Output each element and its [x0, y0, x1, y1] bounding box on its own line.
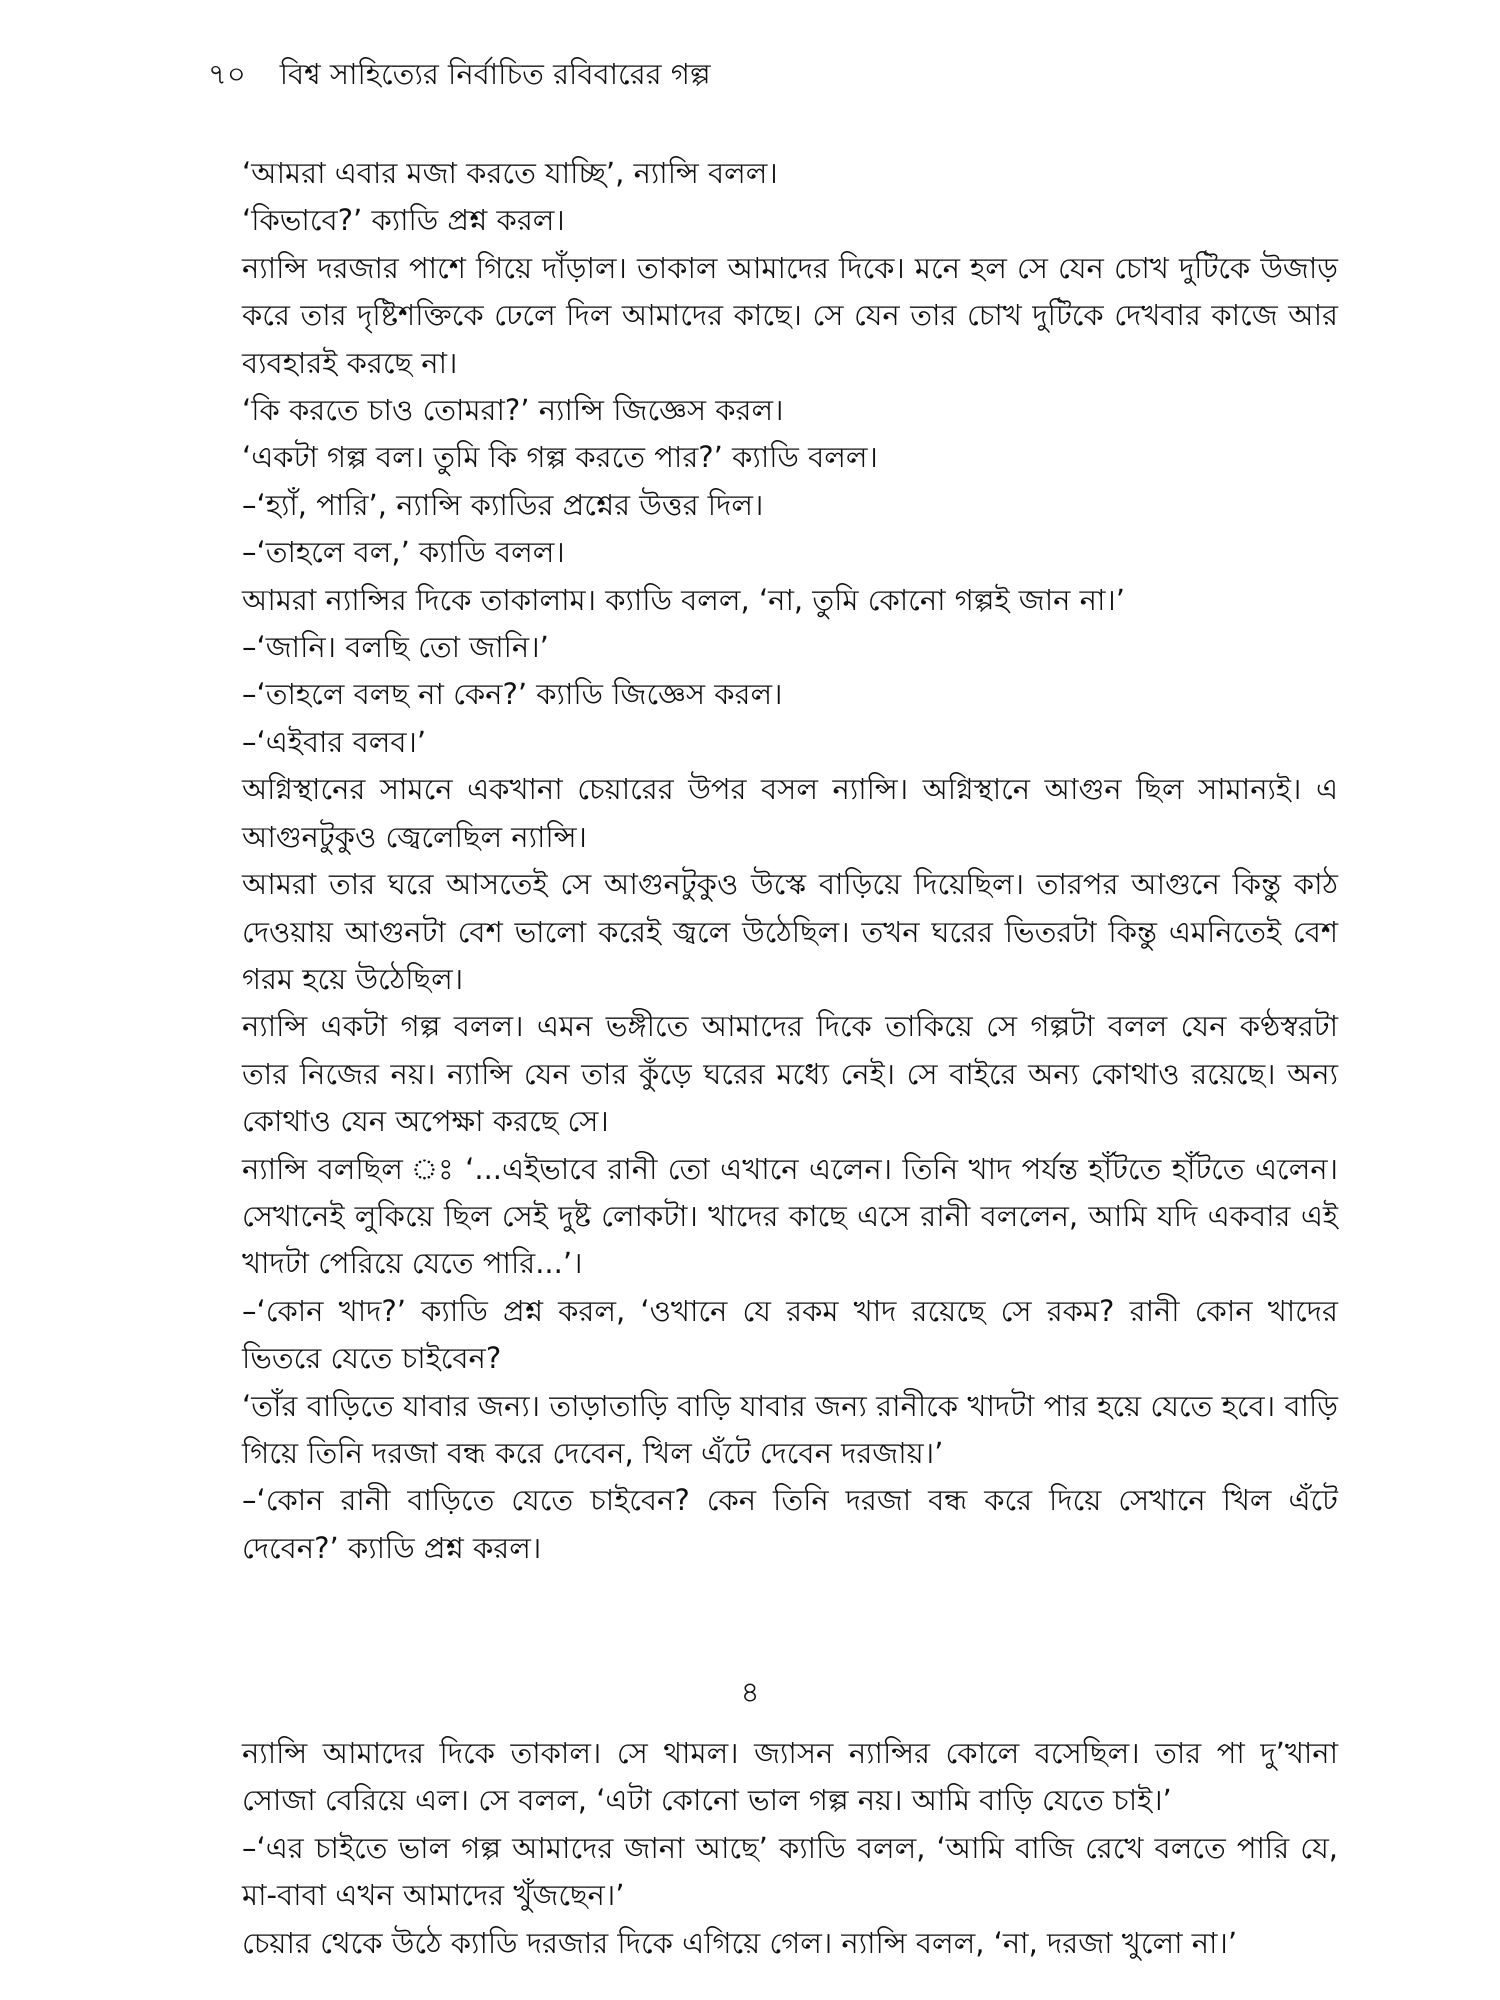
paragraph: ‘তাঁর বাড়িতে যাবার জন্য। তাড়াতাড়ি বাড়ি যাবার জন্য রানীকে খাদটা পার হয়ে যেতে হবে। বাড়ি গিয়ে তিনি দরজা বন্ধ করে দেবেন, খিল এঁটে দেবেন দরজায়।’ — [242, 1388, 1338, 1470]
running-head — [208, 52, 1308, 96]
story-text-upper — [242, 150, 1338, 1572]
paragraph: –‘কোন রানী বাড়িতে যেতে চাইবেন? কেন তিনি দরজা বন্ধ করে দিয়ে সেখানে খিল এঁটে দেবেন?’ ক্যাডি প্রশ্ন করল। — [242, 1483, 1338, 1565]
story-text-lower — [242, 1730, 1338, 1967]
page-number: ৭০ — [208, 57, 246, 91]
paragraph: –‘এইবার বলব।’ — [242, 724, 427, 759]
paragraph: আমরা তার ঘরে আসতেই সে আগুনটুকুও উস্কে বাড়িয়ে দিয়েছিল। তারপর আগুনে কিন্তু কাঠ দেওয়ায় আগুনটা বেশ ভালো করেই জ্বলে উঠেছিল। তখন ঘরের ভিতরটা কিন্তু এমনিতেই বেশ গরম হয়ে উঠেছিল। — [242, 867, 1338, 996]
paragraph: ন্যান্সি আমাদের দিকে তাকাল। সে থামল। জ্যাসন ন্যান্সির কোলে বসেছিল। তার পা দু’খানা সোজা বেরিয়ে এল। সে বলল, ‘এটা কোনো ভাল গল্প নয়। আমি বাড়ি যেতে চাই।’ — [242, 1736, 1338, 1818]
paragraph: –‘তাহলে বল,’ ক্যাডি বলল। — [242, 535, 565, 570]
section-number: ৪ — [740, 1675, 760, 1709]
book-title: বিশ্ব সাহিত্যের নির্বাচিত রবিবারের গল্প — [279, 57, 711, 91]
paragraph: ‘কি করতে চাও তোমরা?’ ন্যান্সি জিজ্ঞেস করল। — [242, 393, 784, 428]
paragraph: –‘এর চাইতে ভাল গল্প আমাদের জানা আছে’ ক্যাডি বলল, ‘আমি বাজি রেখে বলতে পারি যে, মা-বাবা এখন আমাদের খুঁজছেন।’ — [242, 1830, 1338, 1913]
paragraph: ন্যান্সি বলছিল ঃ ‘...এইভাবে রানী তো এখানে এলেন। তিনি খাদ পর্যন্ত হাঁটতে হাঁটতে এলেন। সেখানেই লুকিয়ে ছিল সেই দুষ্ট লোকটা। খাদের কাছে এসে রানী বললেন, আমি যদি একবার এই খাদটা পেরিয়ে যেতে পারি...’। — [242, 1151, 1338, 1281]
paragraph: অগ্নিস্থানের সামনে একখানা চেয়ারের উপর বসল ন্যান্সি। অগ্নিস্থানে আগুন ছিল সামান্যই। এ আগুনটুকুও জ্বেলেছিল ন্যান্সি। — [242, 772, 1338, 854]
paragraph: ‘কিভাবে?’ ক্যাডি প্রশ্ন করল। — [242, 203, 565, 238]
paragraph: চেয়ার থেকে উঠে ক্যাডি দরজার দিকে এগিয়ে গেল। ন্যান্সি বলল, ‘না, দরজা খুলো না।’ — [242, 1925, 1238, 1960]
paragraph: ‘আমরা এবার মজা করতে যাচ্ছি’, ন্যান্সি বলল। — [242, 156, 778, 190]
paragraph: ‘একটা গল্প বল। তুমি কি গল্প করতে পার?’ ক্যাডি বলল। — [242, 440, 878, 475]
paragraph: আমরা ন্যান্সির দিকে তাকালাম। ক্যাডি বলল, ‘না, তুমি কোনো গল্পই জান না।’ — [242, 582, 1125, 617]
paragraph: –‘হ্যাঁ, পারি’, ন্যান্সি ক্যাডির প্রশ্নের উত্তর দিল। — [242, 487, 764, 522]
paragraph: ন্যান্সি দরজার পাশে গিয়ে দাঁড়াল। তাকাল আমাদের দিকে। মনে হল সে যেন চোখ দুটিকে উজাড় করে তার দৃষ্টিশক্তিকে ঢেলে দিল আমাদের কাছে। সে যেন তার চোখ দুটিকে দেখবার কাজে আর ব্যবহারই করছে না। — [242, 250, 1338, 380]
paragraph: ন্যান্সি একটা গল্প বলল। এমন ভঙ্গীতে আমাদের দিকে তাকিয়ে সে গল্পটা বলল যেন কণ্ঠস্বরটা তার নিজের নয়। ন্যান্সি যেন তার কুঁড়ে ঘরের মধ্যে নেই। সে বাইরে অন্য কোথাও রয়েছে। অন্য কোথাও যেন অপেক্ষা করছে সে। — [242, 1009, 1338, 1139]
paragraph: –‘জানি। বলছি তো জানি।’ — [242, 630, 549, 665]
paragraph: –‘কোন খাদ?’ ক্যাডি প্রশ্ন করল, ‘ওখানে যে রকম খাদ রয়েছে সে রকম? রানী কোন খাদের ভিতরে যেতে চাইবেন? — [242, 1293, 1338, 1376]
paragraph: –‘তাহলে বলছ না কেন?’ ক্যাডি জিজ্ঞেস করল। — [242, 677, 783, 712]
